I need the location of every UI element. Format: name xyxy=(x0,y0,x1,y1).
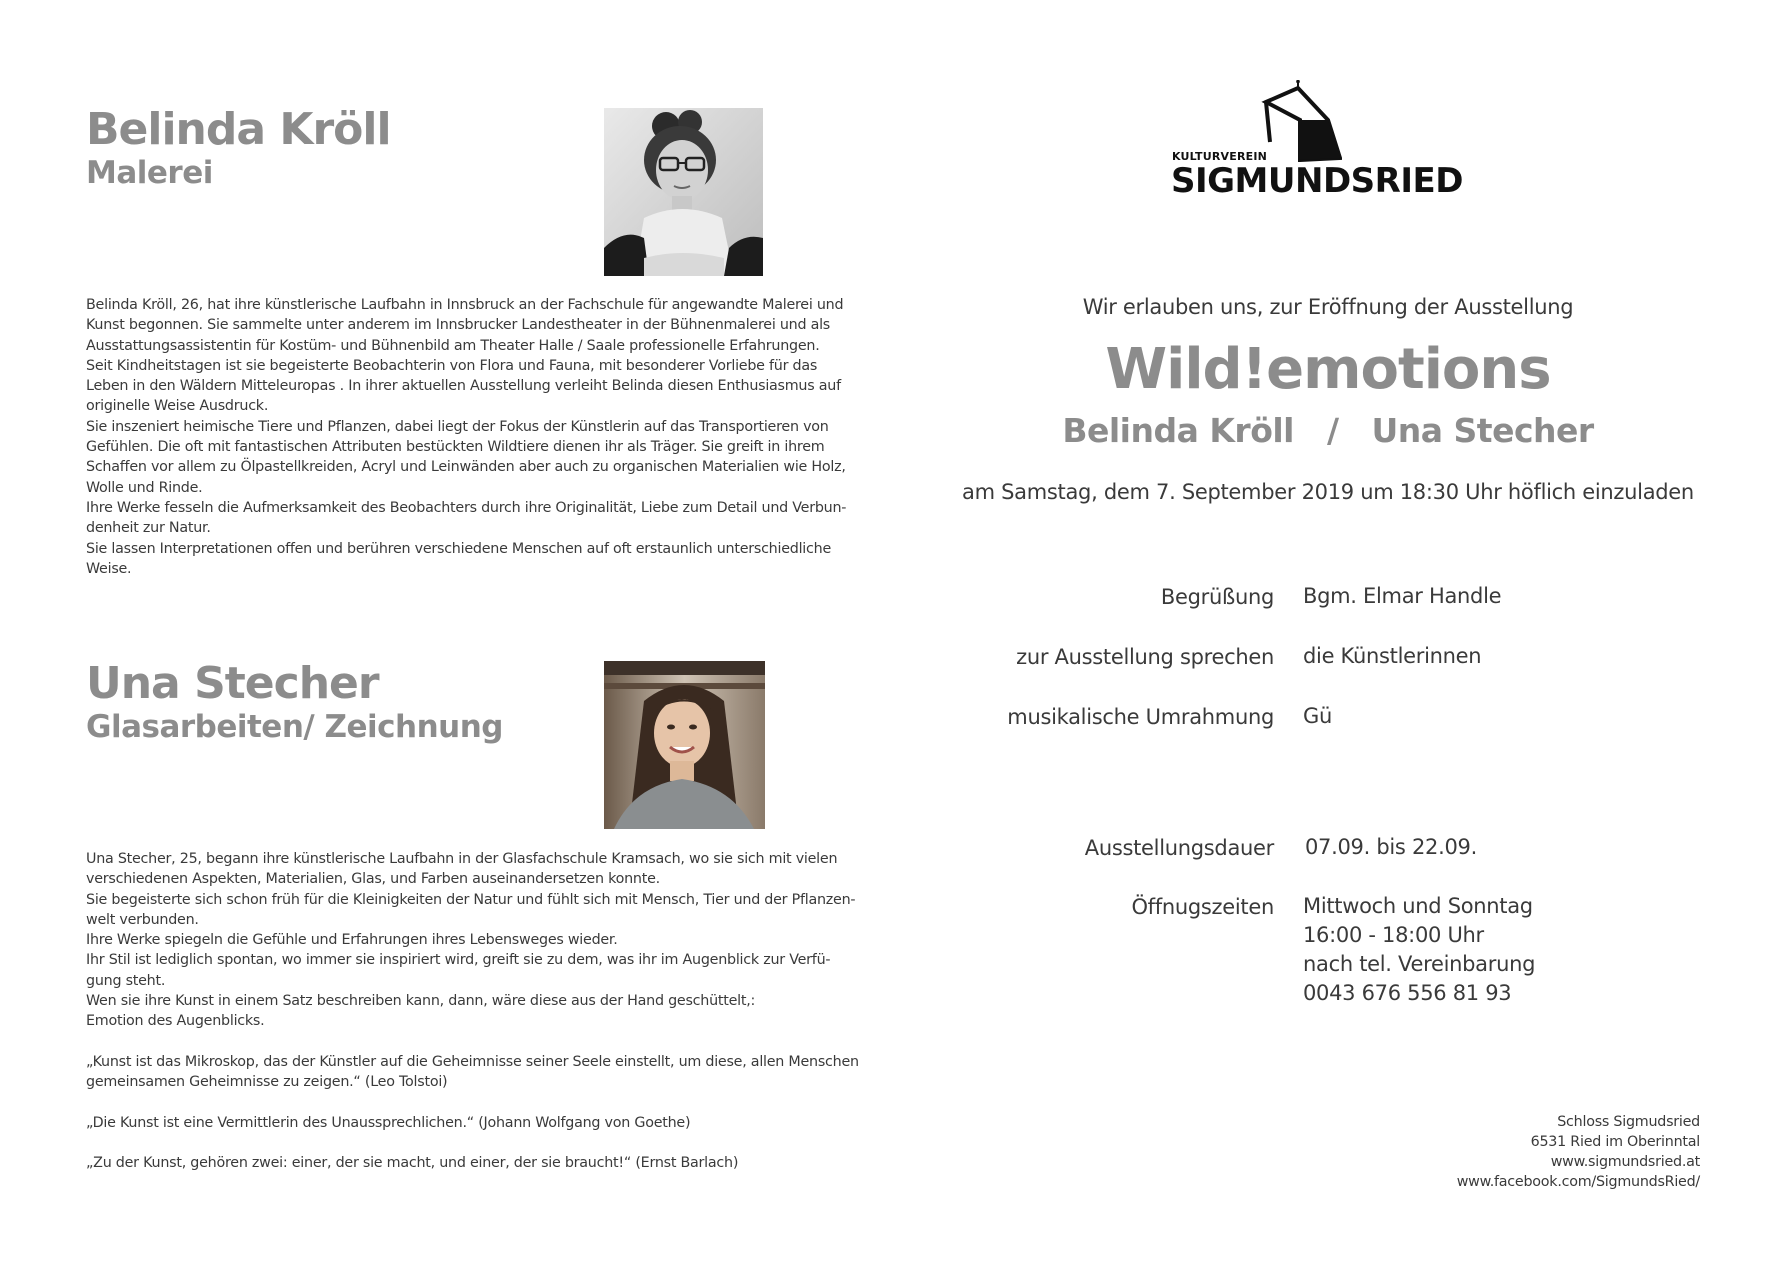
logo-big-text: SIGMUNDSRIED xyxy=(1171,161,1463,201)
bio-line: Ausstattungsassistentin für Kostüm- und Bühnenbild am Theater Halle / Saale professionelle Erfahrungen. xyxy=(86,337,820,354)
artist-2-photo xyxy=(604,661,765,829)
quote-line: „Die Kunst ist eine Vermittlerin des Unaussprechlichen.“ (Johann Wolfgang von Goethe) xyxy=(86,1115,691,1131)
quote-line: gemeinsamen Geheimnisse zu zeigen.“ (Leo Tolstoi) xyxy=(86,1074,448,1091)
venue-footer xyxy=(1300,1112,1700,1192)
hours-line: Mittwoch und Sonntag xyxy=(1303,894,1533,918)
bio-line: Kunst begonnen. Sie sammelte unter anderem im Innsbrucker Landestheater in der Bühnenmalerei und als xyxy=(86,317,831,334)
venue-name: Schloss Sigmudsried xyxy=(1557,1114,1700,1130)
hours-line: nach tel. Vereinbarung xyxy=(1303,952,1536,976)
logo-small-text: KULTURVEREIN xyxy=(1172,150,1268,163)
artist-1-name: Belinda Kröll xyxy=(86,104,391,155)
hours-line: 16:00 - 18:00 Uhr xyxy=(1303,923,1484,947)
bio-line: Ihr Stil ist lediglich spontan, wo immer sie inspiriert wird, greift sie zu dem, was ihr im Augenblick zur Verfü- xyxy=(86,952,831,969)
exhibition-title: Wild!emotions xyxy=(1105,337,1551,402)
bio-line: Schaffen vor allem zu Ölpastellkreiden, Acryl und Leinwänden aber auch zu organischen Materialien wie Holz, xyxy=(86,459,846,476)
bio-line: Gefühlen. Die oft mit fantastischen Attributen bestückten Wildtiere dienen ihr als Träger. Sie greift in ihrem xyxy=(86,439,825,456)
bio-line: welt verbunden. xyxy=(86,911,199,928)
quote-line: „Zu der Kunst, gehören zwei: einer, der sie macht, und einer, der sie braucht!“ (Ernst Barlach) xyxy=(86,1155,739,1171)
exhibition-artists: Belinda Kröll / Una Stecher xyxy=(1062,411,1594,450)
bio-line: Una Stecher, 25, begann ihre künstlerische Laufbahn in der Glasfachschule Kramsach, wo sie sich mit vielen xyxy=(86,851,838,867)
hours-label: Öffnugszeiten xyxy=(1131,895,1274,919)
phone-number: 0043 676 556 81 93 xyxy=(1303,981,1512,1005)
bio-line: verschiedenen Aspekten, Materialien, Glas, und Farben auseinandersetzen konnte. xyxy=(86,871,660,888)
program-value-music: Gü xyxy=(1303,704,1332,728)
artist-1-photo xyxy=(604,108,763,276)
quote-tolstoi xyxy=(86,1052,859,1093)
quote-goethe xyxy=(86,1113,690,1133)
venue-address: 6531 Ried im Oberinntal xyxy=(1530,1134,1700,1150)
duration-value: 07.09. bis 22.09. xyxy=(1305,835,1477,859)
artist-2-medium: Glasarbeiten/ Zeichnung xyxy=(86,709,503,745)
invitation-intro: Wir erlauben uns, zur Eröffnung der Ausstellung xyxy=(1082,295,1574,319)
program-label-speech: zur Ausstellung sprechen xyxy=(1016,645,1274,669)
artist-2-bio xyxy=(86,849,855,1032)
bio-line: Seit Kindheitstagen ist sie begeisterte Beobachterin von Flora und Fauna, mit besonderer Vorliebe für das xyxy=(86,357,818,374)
program-label-greeting: Begrüßung xyxy=(1160,585,1274,609)
bio-line: Emotion des Augenblicks. xyxy=(86,1013,265,1030)
facebook-link[interactable]: www.facebook.com/SigmundsRied/ xyxy=(1456,1174,1700,1190)
artist-1-medium: Malerei xyxy=(86,155,213,191)
bio-line: denheit zur Natur. xyxy=(86,520,211,537)
bio-line: Wolle und Rinde. xyxy=(86,479,203,496)
event-date: am Samstag, dem 7. September 2019 um 18:30 Uhr höflich einzuladen xyxy=(962,480,1694,504)
duration-label: Ausstellungsdauer xyxy=(1084,836,1274,860)
bio-line: Sie inszeniert heimische Tiere und Pflanzen, dabei liegt der Fokus der Künstlerin auf das Transportieren von xyxy=(86,418,829,435)
quote-barlach xyxy=(86,1153,738,1173)
website-link[interactable]: www.sigmundsried.at xyxy=(1550,1154,1700,1170)
bio-line: Sie begeisterte sich schon früh für die Kleinigkeiten der Natur und fühlt sich mit Mensch, Tier und der Pflanzen- xyxy=(86,891,856,908)
hours-block xyxy=(1303,892,1535,1008)
castle-tower-icon xyxy=(1256,80,1342,162)
program-value-greeting: Bgm. Elmar Handle xyxy=(1303,584,1502,608)
bio-line: Ihre Werke spiegeln die Gefühle und Erfahrungen ihres Lebensweges wieder. xyxy=(86,932,618,949)
bio-line: Sie lassen Interpretationen offen und berühren verschiedene Menschen auf oft erstaunlich unterschiedliche xyxy=(86,540,831,557)
artist-2-name: Una Stecher xyxy=(86,658,379,709)
artist-2-header xyxy=(86,658,503,745)
quote-line: „Kunst ist das Mikroskop, das der Künstler auf die Geheimnisse seiner Seele einstellt, um diese, allen Menschen xyxy=(86,1054,859,1070)
kulturverein-logo xyxy=(1168,80,1488,205)
bio-line: Belinda Kröll, 26, hat ihre künstlerische Laufbahn in Innsbruck an der Fachschule für angewandte Malerei und xyxy=(86,297,844,313)
program-value-speech: die Künstlerinnen xyxy=(1303,644,1482,668)
program-label-music: musikalische Umrahmung xyxy=(1007,705,1274,729)
bio-line: Weise. xyxy=(86,560,132,577)
bio-line: Leben in den Wäldern Mitteleuropas . In ihrer aktuellen Ausstellung verleiht Belinda diesen Enthusiasmus auf xyxy=(86,378,841,395)
bio-line: originelle Weise Ausdruck. xyxy=(86,398,269,415)
bio-line: Ihre Werke fesseln die Aufmerksamkeit des Beobachters durch ihre Originalität, Liebe zum Detail und Verbun- xyxy=(86,499,847,516)
bio-line: gung steht. xyxy=(86,972,166,989)
artist-1-bio xyxy=(86,295,846,579)
artist-1-header xyxy=(86,104,391,191)
bio-line: Wen sie ihre Kunst in einem Satz beschreiben kann, dann, wäre diese aus der Hand geschüttelt,: xyxy=(86,993,756,1010)
